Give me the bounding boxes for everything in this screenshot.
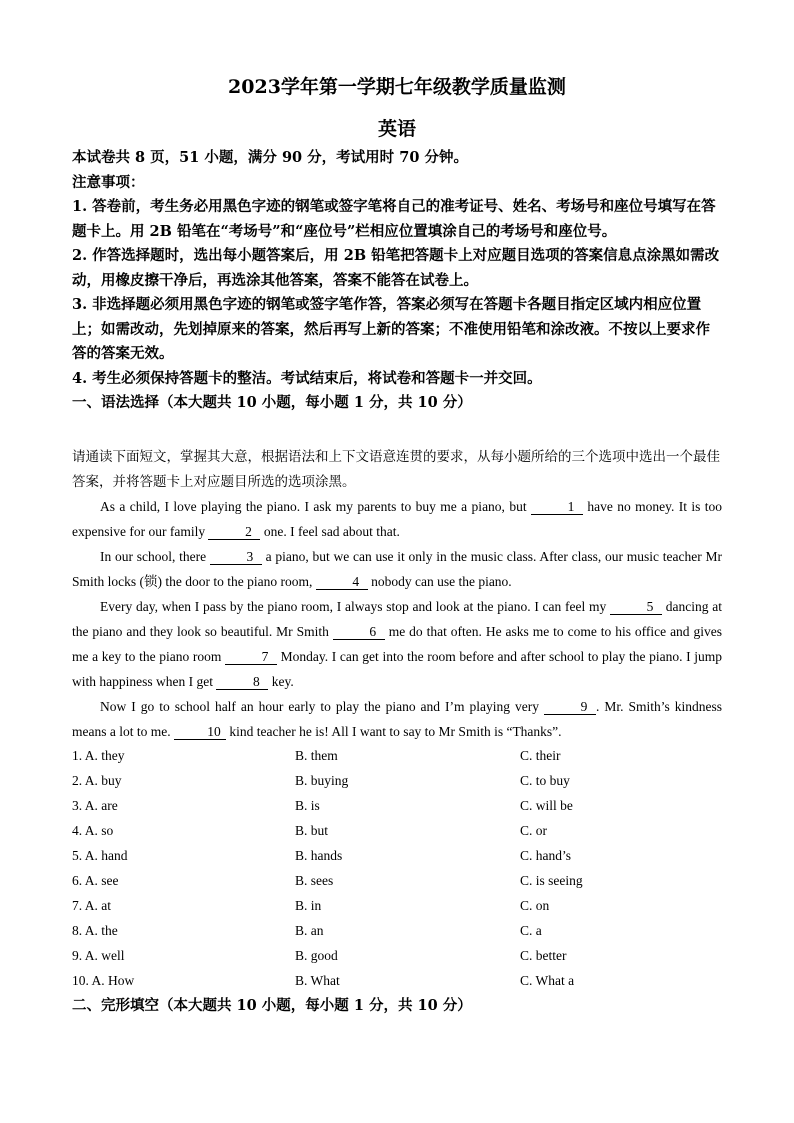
option-a: 5. A. hand	[72, 848, 128, 863]
option-row	[72, 743, 722, 768]
option-a: 6. A. see	[72, 873, 119, 888]
passage-text: Monday. I can get into the room before and after school to play the piano. I jump with happiness when I get	[72, 649, 722, 689]
note-item-2: 2. 作答选择题时，选出每小题答案后，用 2B 铅笔把答题卡上对应题目选项的答案信息点涂黑如需改动，用橡皮擦干净后，再选涂其他答案，答案不能答在试卷上。	[72, 247, 720, 289]
option-c: C. their	[520, 748, 561, 763]
note-item-3: 3. 非选择题必须用黑色字迹的钢笔或签字笔作答，答案必须写在答题卡各题目指定区域内相应位置上；如需改动，先划掉原来的答案，然后再写上新的答案；不准使用铅笔和涂改液。不按以上要求作答的答案无效。	[72, 296, 710, 362]
option-b: B. an	[295, 923, 324, 938]
option-row	[72, 768, 722, 793]
option-a: 2. A. buy	[72, 773, 122, 788]
notes-block	[72, 146, 722, 416]
blank-7: 7	[225, 649, 277, 665]
options-list	[72, 743, 722, 993]
passage-text: one. I feel sad about that.	[260, 524, 400, 539]
passage-text: a piano, but we can use it only in the music class. After class, our music teacher Mr Smith locks (锁) the door to the piano room,	[72, 549, 722, 589]
option-a: 9. A. well	[72, 948, 125, 963]
option-row	[72, 818, 722, 843]
passage-text: nobody can use the piano.	[367, 574, 512, 589]
section2-heading: 二、完形填空（本大题共 10 小题，每小题 1 分，共 10 分）	[72, 997, 472, 1014]
option-c: C. to buy	[520, 773, 570, 788]
blank-9: 9	[544, 699, 596, 715]
option-b: B. hands	[295, 848, 343, 863]
blank-4: 4	[316, 574, 368, 590]
option-c: C. or	[520, 823, 547, 838]
option-b: B. good	[295, 948, 338, 963]
passage-text: me do that often. He asks me to come to his office and gives me a key to the piano room	[72, 624, 722, 664]
passage-paragraph	[72, 594, 722, 694]
option-row	[72, 893, 722, 918]
option-c: C. hand’s	[520, 848, 572, 863]
option-row	[72, 968, 722, 993]
section1-instruction: 请通读下面短文，掌握其大意，根据语法和上下文语意连贯的要求，从每小题所给的三个选项中选出一个最佳答案，并将答题卡上对应题目所选的选项涂黑。	[72, 449, 720, 490]
option-row	[72, 918, 722, 943]
passage-text: Every day, when I pass by the piano room, I always stop and look at the piano. I can feel my	[100, 599, 611, 614]
option-b: B. is	[295, 798, 320, 813]
passage-text: As a child, I love playing the piano. I ask my parents to buy me a piano, but	[100, 499, 531, 514]
subject-title: 英语	[377, 118, 416, 140]
blank-6: 6	[333, 624, 385, 640]
option-row	[72, 843, 722, 868]
option-a: 1. A. they	[72, 748, 125, 763]
blank-5: 5	[610, 599, 662, 615]
option-c: C. a	[520, 923, 542, 938]
passage	[72, 494, 722, 744]
option-a: 3. A. are	[72, 798, 118, 813]
passage-text: dancing at the piano and they look so beautiful. Mr Smith	[72, 599, 722, 639]
note-item-1: 1. 答卷前，考生务必用黑色字迹的钢笔或签字笔将自己的准考证号、姓名、考场号和座位号填写在答题卡上。用 2B 铅笔在“考场号”和“座位号”栏相应位置填涂自己的考场号和座位号。	[72, 198, 716, 240]
option-a: 7. A. at	[72, 898, 111, 913]
passage-text: kind teacher he is! All I want to say to Mr Smith is “Thanks”.	[225, 724, 562, 739]
option-b: B. buying	[295, 773, 349, 788]
blank-10: 10	[174, 724, 226, 740]
notes-heading: 注意事项：	[72, 173, 145, 191]
blank-2: 2	[208, 524, 260, 540]
passage-text: key.	[268, 674, 294, 689]
option-a: 10. A. How	[72, 973, 135, 988]
passage-text: have no money. It is too expensive for our family	[72, 499, 722, 539]
passage-paragraph	[72, 544, 722, 594]
option-a: 8. A. the	[72, 923, 118, 938]
passage-text: In our school, there	[100, 549, 210, 564]
option-c: C. on	[520, 898, 550, 913]
option-b: B. but	[295, 823, 329, 838]
option-b: B. in	[295, 898, 322, 913]
passage-paragraph	[72, 494, 722, 544]
passage-text: Now I go to school half an hour early to play the piano and I’m playing very	[100, 699, 544, 714]
option-b: B. What	[295, 973, 340, 988]
option-c: C. better	[520, 948, 567, 963]
option-c: C. is seeing	[520, 873, 583, 888]
exam-intro: 本试卷共 8 页，51 小题，满分 90 分，考试用时 70 分钟。	[72, 149, 468, 166]
blank-8: 8	[216, 674, 268, 690]
option-c: C. What a	[520, 973, 575, 988]
passage-text: . Mr. Smith’s kindness means a lot to me.	[72, 699, 722, 739]
option-row	[72, 943, 722, 968]
option-b: B. them	[295, 748, 338, 763]
note-item-4: 4. 考生必须保持答题卡的整洁。考试结束后，将试卷和答题卡一并交回。	[72, 369, 542, 387]
blank-1: 1	[531, 499, 583, 515]
option-row	[72, 868, 722, 893]
option-c: C. will be	[520, 798, 573, 813]
section1-heading: 一、语法选择（本大题共 10 小题，每小题 1 分，共 10 分）	[72, 394, 472, 411]
option-a: 4. A. so	[72, 823, 114, 838]
passage-paragraph	[72, 694, 722, 744]
blank-3: 3	[210, 549, 262, 565]
option-row	[72, 793, 722, 818]
option-b: B. sees	[295, 873, 334, 888]
page-title: 2023学年第一学期七年级教学质量监测	[228, 76, 566, 98]
